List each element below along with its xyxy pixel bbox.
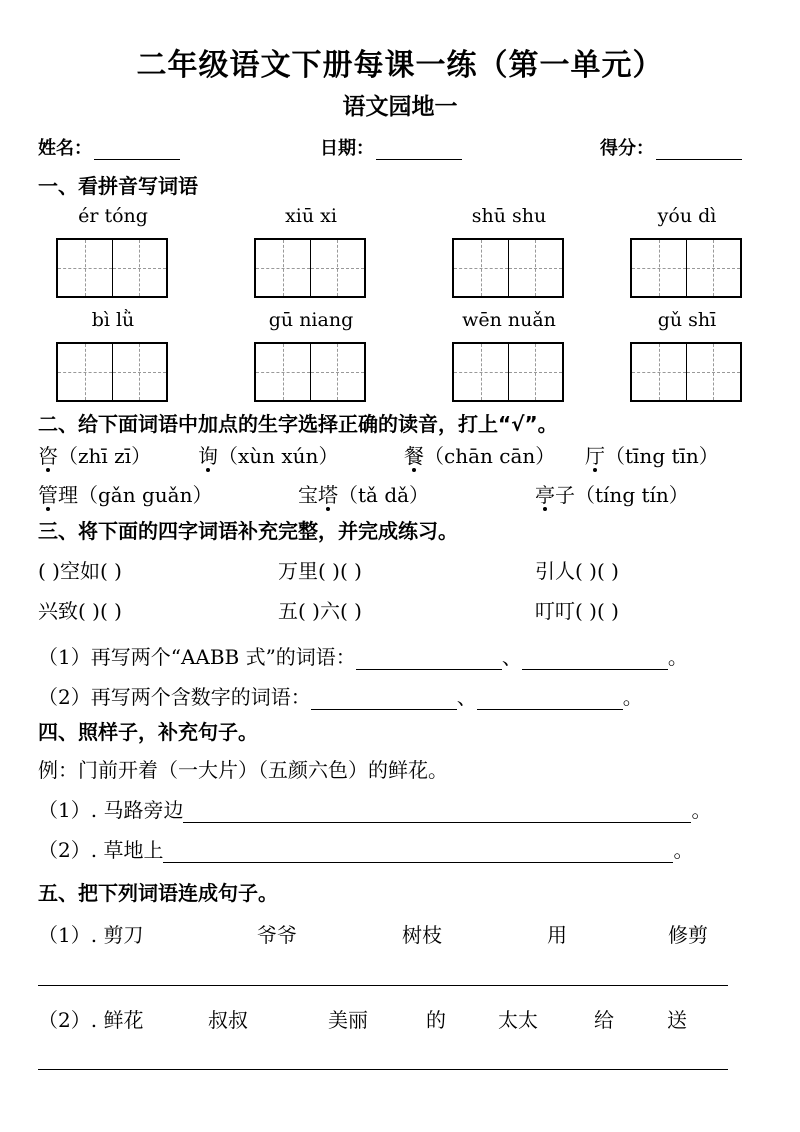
writing-grid[interactable] [254,238,366,298]
pinyin-label: xiū xi [285,205,337,227]
date-label: 日期： [320,138,374,159]
reading-choice[interactable] [38,440,151,469]
reading-choice[interactable] [585,440,719,469]
idiom-fill[interactable]: 万里( )( ) [278,559,362,583]
word-item: （2）. 鲜花 [38,1008,144,1032]
section2-heading: 二、给下面词语中加点的生字选择正确的读音，打上“√”。 [38,412,558,436]
separator: 、 [501,645,522,669]
word-item: 修剪 [668,923,708,947]
word-item: 送 [667,1008,687,1032]
answer-blank[interactable] [163,842,673,863]
choice-options: （xùn xún） [218,444,339,468]
dotted-char: 厅 [585,444,605,468]
plain-char: 宝 [298,483,318,507]
writing-grid[interactable] [630,238,742,298]
choice-options: 理（gǎn guǎn） [58,483,213,507]
writing-grid[interactable] [452,342,564,402]
answer-blank[interactable] [356,649,502,670]
score-blank[interactable] [656,141,742,160]
answer-blank[interactable] [311,689,457,710]
section5-heading: 五、把下列词语连成句子。 [38,881,278,905]
section3-heading: 三、将下面的四字词语补充完整，并完成练习。 [38,519,458,543]
period: 。 [622,685,643,709]
question-text: （1）. 马路旁边 [38,798,184,822]
question-text: （2）再写两个含数字的词语： [38,685,311,709]
dotted-char: 餐 [404,444,424,468]
pinyin-label: wēn nuǎn [462,309,556,331]
name-field[interactable] [38,134,180,160]
period: 。 [673,838,694,862]
question-aabb [38,641,688,670]
answer-blank[interactable] [183,802,691,823]
pinyin-label: ér tóng [78,205,148,227]
dotted-char: 亭 [535,483,555,507]
word-item: 的 [426,1008,446,1032]
dotted-char: 塔 [318,483,338,507]
question-text: （1）再写两个“AABB 式”的词语： [38,645,356,669]
score-label: 得分： [600,138,654,159]
word-item: 太太 [498,1008,538,1032]
reading-choice[interactable] [38,479,212,508]
sentence-question [38,834,693,863]
word-item: 叔叔 [208,1008,248,1032]
date-blank[interactable] [376,141,462,160]
dotted-char: 管 [38,483,58,507]
pinyin-label: shū shu [471,205,547,227]
dotted-char: 咨 [38,444,58,468]
answer-line[interactable] [38,985,728,986]
idiom-fill[interactable]: ( )空如( ) [38,559,122,583]
choice-options: 子（tíng tín） [555,483,689,507]
word-item: 美丽 [328,1008,368,1032]
score-field[interactable] [600,134,742,160]
choice-options: （chān cān） [424,444,556,468]
section1-heading: 一、看拼音写词语 [38,174,198,198]
idiom-fill[interactable]: 引人( )( ) [535,559,619,583]
question-text: （2）. 草地上 [38,838,164,862]
reading-choice[interactable] [404,440,555,469]
idiom-fill[interactable]: 五( )六( ) [278,599,362,623]
writing-grid[interactable] [630,342,742,402]
choice-options: （zhī zī） [58,444,152,468]
reading-choice[interactable] [198,440,338,469]
question-number-words [38,681,643,710]
name-label: 姓名： [38,138,92,159]
writing-grid[interactable] [452,238,564,298]
writing-grid[interactable] [56,238,168,298]
separator: 、 [456,685,477,709]
sentence-question [38,794,711,823]
word-item: （1）. 剪刀 [38,923,144,947]
idiom-fill[interactable]: 兴致( )( ) [38,599,122,623]
dotted-char: 询 [198,444,218,468]
date-field[interactable] [320,134,462,160]
name-blank[interactable] [94,141,180,160]
idiom-fill[interactable]: 叮叮( )( ) [535,599,619,623]
worksheet-title: 二年级语文下册每课一练（第一单元） [136,48,664,83]
answer-blank[interactable] [477,689,623,710]
answer-blank[interactable] [522,649,668,670]
pinyin-label: bì lǜ [91,309,135,331]
worksheet-subtitle: 语文园地一 [342,94,458,120]
pinyin-label: yóu dì [657,205,717,227]
writing-grid[interactable] [254,342,366,402]
word-item: 用 [547,923,567,947]
choice-options: （tǎ dǎ） [338,483,430,507]
choice-options: （tīng tīn） [605,444,719,468]
reading-choice[interactable] [535,479,689,508]
period: 。 [667,645,688,669]
word-item: 树枝 [402,923,442,947]
answer-line[interactable] [38,1069,728,1070]
section4-heading: 四、照样子，补充句子。 [38,720,258,744]
pinyin-label: gǔ shī [657,309,717,331]
reading-choice[interactable] [298,479,429,508]
word-item: 给 [594,1008,614,1032]
example-sentence: 例：门前开着（一大片）（五颜六色）的鲜花。 [38,758,448,782]
pinyin-label: gū niang [268,309,354,331]
writing-grid[interactable] [56,342,168,402]
period: 。 [691,798,712,822]
word-item: 爷爷 [257,923,297,947]
